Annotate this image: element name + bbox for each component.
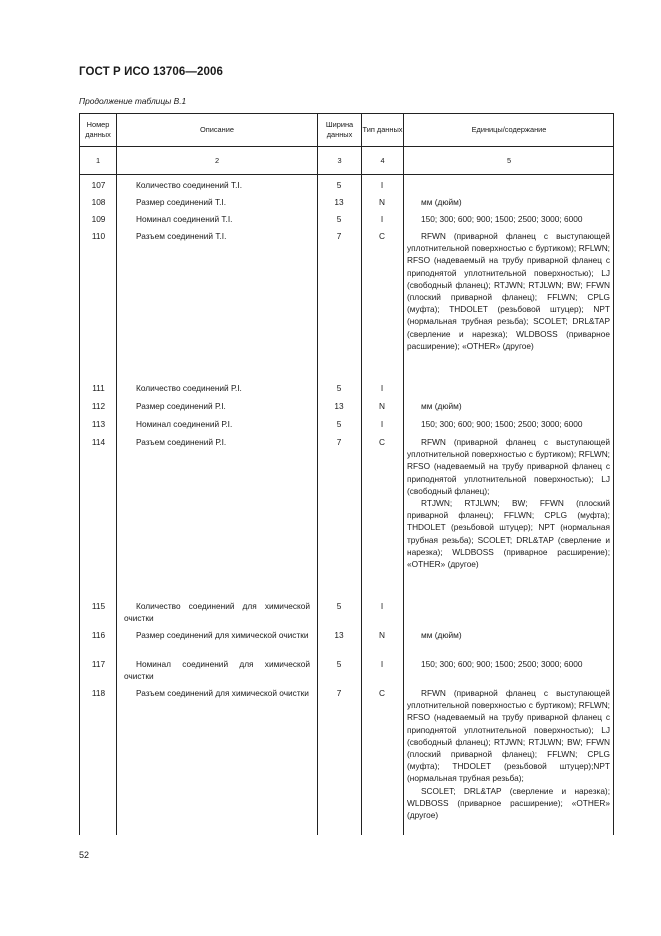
row-units: 150; 300; 600; 900; 1500; 2500; 3000; 6000 xyxy=(421,659,583,669)
page-number: 52 xyxy=(79,850,90,860)
row-width: 5 xyxy=(336,214,342,224)
row-number: 107 xyxy=(91,180,106,190)
row-width: 7 xyxy=(336,231,342,241)
row-type: N xyxy=(379,401,385,411)
row-type: I xyxy=(380,383,384,393)
row-units: мм (дюйм) xyxy=(421,401,462,411)
row-description: Количество соединений Р.I. xyxy=(136,383,242,393)
row-description: Номинал соединений для химической очистки xyxy=(124,659,310,682)
row-type: I xyxy=(380,601,384,611)
row-width: 7 xyxy=(336,437,342,447)
row-width: 5 xyxy=(336,383,342,393)
row-description: Размер соединений Р.I. xyxy=(136,401,226,411)
column-number-2: 2 xyxy=(214,156,220,165)
row-width: 5 xyxy=(336,419,342,429)
row-units: 150; 300; 600; 900; 1500; 2500; 3000; 6000 xyxy=(421,419,583,429)
header-units: Единицы/содержание xyxy=(471,125,547,134)
row-width: 13 xyxy=(334,630,344,640)
header-divider xyxy=(80,174,613,175)
row-description: Разъем соединений для химической очистки xyxy=(136,688,309,698)
row-number: 109 xyxy=(91,214,106,224)
row-number: 116 xyxy=(91,630,106,640)
row-number: 113 xyxy=(91,419,106,429)
column-number-3: 3 xyxy=(337,156,342,165)
row-number: 108 xyxy=(91,197,106,207)
row-number: 114 xyxy=(91,437,106,447)
column-number-5: 5 xyxy=(506,156,512,165)
row-description: Количество соединений для химической очистки xyxy=(124,601,310,624)
row-units: 150; 300; 600; 900; 1500; 2500; 3000; 6000 xyxy=(421,214,583,224)
row-number: 110 xyxy=(91,231,106,241)
column-number-1: 1 xyxy=(95,156,101,165)
header-width: Ширина данных xyxy=(325,120,354,139)
row-description: Размер соединений для химической очистки xyxy=(136,630,309,640)
row-number: 118 xyxy=(91,688,106,698)
row-type: I xyxy=(380,180,384,190)
header-description: Описание xyxy=(199,125,234,134)
row-number: 111 xyxy=(92,383,105,393)
row-type: C xyxy=(379,437,385,447)
row-width: 13 xyxy=(334,401,344,411)
row-type: N xyxy=(379,197,385,207)
row-type: C xyxy=(379,231,385,241)
row-number: 115 xyxy=(91,601,106,611)
row-description: Разъем соединений Р.I. xyxy=(136,437,227,447)
row-units: мм (дюйм) xyxy=(421,630,462,640)
row-type: C xyxy=(379,688,385,698)
row-type: I xyxy=(380,419,384,429)
row-description: Размер соединений Т.I. xyxy=(136,197,227,207)
column-number-4: 4 xyxy=(380,156,385,165)
document-header: ГОСТ Р ИСО 13706—2006 xyxy=(79,66,224,78)
data-table xyxy=(79,113,614,835)
row-description: Номинал соединений Р.I. xyxy=(136,419,233,429)
row-units: RFWN (приварной фланец с выступающей уплотнительной поверхностью с буртиком); RFLWN; RFSO (надеваемый на трубу приварной фланец с приподнятой уплотнительной поверхностью); LJ (свободный фланец); RTJWN; RTJLWN; BW; FFWN (плоский приварной фланец); FFLWN; CPLG (муфта); THDOLET (резьбовой штуцер); NPT (нормальная трубная резьба); SCOLET; DRL&TAP (сверление и нарезка); WLDBOSS (приварное расширение); «OTHER» (другое) xyxy=(407,437,610,570)
table-caption: Продолжение таблицы В.1 xyxy=(79,96,187,106)
row-units: мм (дюйм) xyxy=(421,197,462,207)
column-divider xyxy=(403,114,404,835)
row-width: 5 xyxy=(336,659,342,669)
row-description: Номинал соединений Т.I. xyxy=(136,214,233,224)
row-width: 13 xyxy=(334,197,344,207)
header-number: Номер данных xyxy=(85,120,111,139)
row-type: N xyxy=(379,630,385,640)
row-description: Количество соединений Т.I. xyxy=(136,180,243,190)
row-type: I xyxy=(380,214,384,224)
row-type: I xyxy=(380,659,384,669)
row-number: 112 xyxy=(91,401,106,411)
header-type: Тип данных xyxy=(362,125,403,134)
row-units: RFWN (приварной фланец с выступающей уплотнительной поверхностью с буртиком); RFLWN; RFSO (надеваемый на трубу приварной фланец с приподнятой уплотнительной поверхностью); LJ (свободный фланец); RTJWN; RTJLWN; BW; FFWN (плоский приварной фланец); FFLWN; CPLG (муфта); THDOLET (резьбовой штуцер); NPT (нормальная трубная резьба); SCOLET; DRL&TAP (сверление и нарезка); WLDBOSS (приварное расширение); «OTHER» (другое) xyxy=(407,231,610,351)
row-width: 5 xyxy=(336,601,342,611)
row-width: 5 xyxy=(336,180,342,190)
row-width: 7 xyxy=(336,688,342,698)
row-number: 117 xyxy=(91,659,106,669)
row-description: Разъем соединений Т.I. xyxy=(136,231,227,241)
row-units: RFWN (приварной фланец с выступающей уплотнительной поверхностью с буртиком); RFLWN; RFSO (надеваемый на трубу приварной фланец с приподнятой уплотнительной поверхностью); LJ (свободный фланец); RTJWN; RTJLWN; BW; FFWN (плоский приварной фланец); FFLWN; CPLG (муфта); THDOLET (резьбовой штуцер);NPT (нормальная трубная резьба); SCOLET; DRL&TAP (сверление и нарезка); WLDBOSS (приварное расширение); «OTHER» (другое) xyxy=(407,688,610,821)
